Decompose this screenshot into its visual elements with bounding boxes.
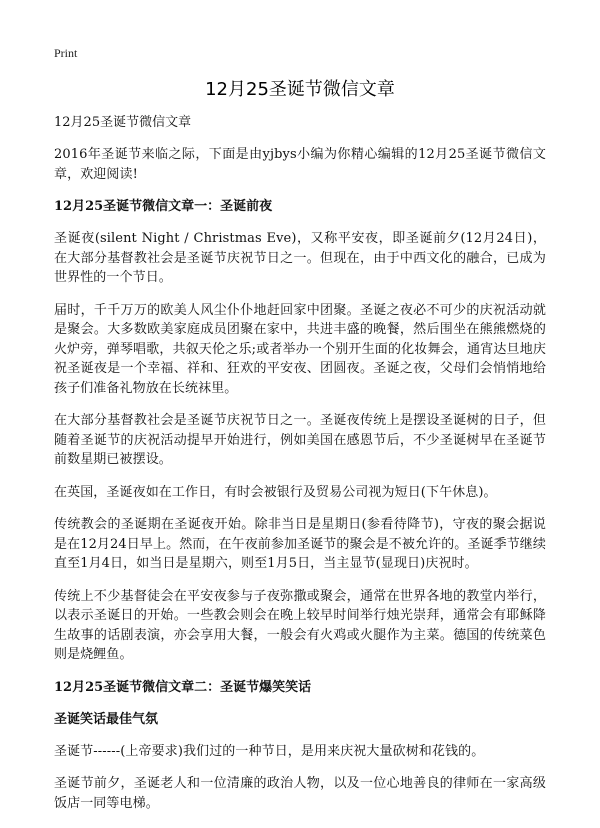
section1-paragraph-6: 传统上不少基督徒会在平安夜参与子夜弥撒或聚会，通常在世界各地的教堂内举行，以表示圣诞日的开始。一些教会则会在晚上较早时间举行烛光崇拜，通常会有耶稣降生故事的话剧表演，亦会享用大餐，一般会有火鸡或火腿作为主菜。德国的传统菜色则是烧鲤鱼。 <box>54 588 546 662</box>
article-subtitle: 12月25圣诞节微信文章 <box>54 115 192 130</box>
section1-paragraph-3: 在大部分基督教社会是圣诞节庆祝节日之一。圣诞夜传统上是摆设圣诞树的日子，但随着圣诞节的庆祝活动提早开始进行，例如美国在感恩节后，不少圣诞树早在圣诞节前数星期已被摆设。 <box>54 413 546 467</box>
section1-paragraph-1: 圣诞夜(silent Night / Christmas Eve)，又称平安夜，即圣诞前夕(12月24日)，在大部分基督教社会是圣诞节庆祝节日之一。但现在，由于中西文化的融合，已成为世界性的一个节日。 <box>54 231 546 285</box>
page-title: 12月25圣诞节微信文章 <box>205 79 395 100</box>
section2-subheading: 圣诞笑话最佳气氛 <box>54 711 159 727</box>
section1-paragraph-2: 届时，千千万万的欧美人风尘仆仆地赶回家中团聚。圣诞之夜必不可少的庆祝活动就是聚会。大多数欧美家庭成员团聚在家中，共进丰盛的晚餐，然后围坐在熊熊燃烧的火炉旁，弹琴唱歌，共叙天伦之乐;或者举办一个别开生面的化妆舞会，通宵达旦地庆祝圣诞夜是一个幸福、祥和、狂欢的平安夜、团圆夜。圣诞之夜，父母们会悄悄地给孩子们准备礼物放在长统袜里。 <box>54 302 546 396</box>
section2-paragraph-2: 圣诞节前夕，圣诞老人和一位清廉的政治人物，以及一位心地善良的律师在一家高级饭店一同等电梯。 <box>54 776 546 811</box>
section1-paragraph-4: 在英国，圣诞夜如在工作日，有时会被银行及贸易公司视为短日(下午休息)。 <box>54 484 497 500</box>
section2-heading: 12月25圣诞节微信文章二：圣诞节爆笑笑话 <box>54 679 312 695</box>
intro-paragraph: 2016年圣诞节来临之际，下面是由yjbys小编为你精心编辑的12月25圣诞节微信文章，欢迎阅读! <box>54 147 546 182</box>
section1-paragraph-5: 传统教会的圣诞期在圣诞夜开始。除非当日是星期日(参看待降节)，守夜的聚会据说是在12月24日早上。然而，在午夜前参加圣诞节的聚会是不被允许的。圣诞季节继续直至1月4日，如当日是星期六，则至1月5日，当主显节(显现日)庆祝时。 <box>54 517 546 571</box>
print-label: Print <box>54 46 78 60</box>
section2-paragraph-1: 圣诞节------(上帝要求)我们过的一种节日，是用来庆祝大量砍树和花钱的。 <box>54 743 485 759</box>
section1-heading: 12月25圣诞节微信文章一：圣诞前夜 <box>54 199 273 214</box>
